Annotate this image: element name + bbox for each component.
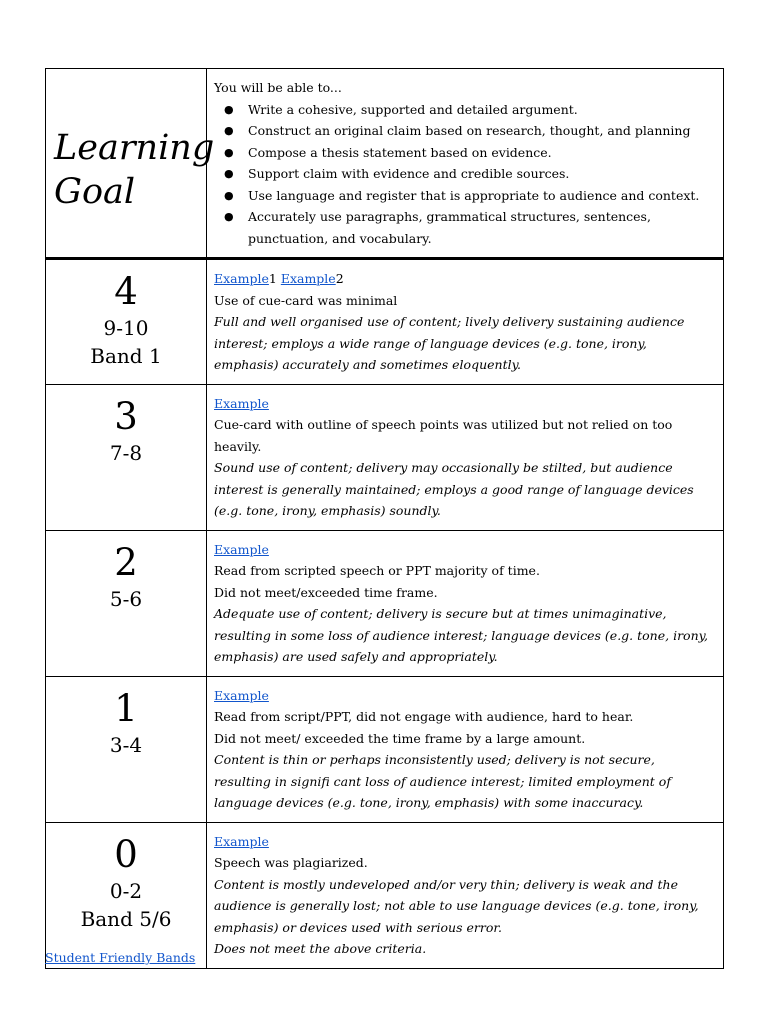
score-band: Band 1 (90, 344, 162, 368)
learning-goal-item: ● Write a cohesive, supported and detailed argument. (248, 99, 717, 121)
learning-goal-item: ● Compose a thesis statement based on evidence. (248, 142, 717, 164)
description-cell (207, 384, 724, 530)
learning-goal-content-cell (207, 69, 724, 259)
learning-goal-item: ● Accurately use paragraphs, grammatical structures, sentences, punctuation, and vocabulary. (248, 206, 717, 249)
score-range: 5-6 (109, 586, 143, 611)
score-range: 3-4 (109, 732, 143, 757)
learning-goal-title-cell (46, 69, 215, 259)
example-link[interactable]: Example (214, 395, 269, 411)
learning-goal-title-line1: Learning (54, 128, 215, 168)
example-link[interactable]: Example (280, 271, 336, 286)
score-cell (46, 822, 207, 968)
criteria-text: Use of cue-card was minimal (214, 292, 398, 308)
level-row-3 (46, 384, 724, 530)
score-range: 7-8 (109, 440, 143, 465)
level-row-0 (46, 822, 724, 968)
learning-goal-title-line2: Goal (54, 172, 136, 212)
criteria-description: Full and well organised use of content; lively delivery sustaining audience interest; employs a wide range of language devices (e.g. tone, irony, emphasis) accurately and sometimes eloquently. (214, 314, 685, 372)
learning-goal-row (46, 69, 724, 259)
criteria-text: Read from scripted speech or PPT majority of time. (214, 563, 540, 578)
criteria-text: Cue-card with outline of speech points was utilized but not relied on too heavily. (214, 417, 673, 454)
description-cell (207, 530, 724, 676)
score-range: 0-2 (109, 878, 143, 903)
score-cell (46, 676, 207, 822)
score-number: 1 (114, 686, 138, 730)
example-link[interactable]: Example (214, 541, 269, 557)
rubric-table (45, 68, 724, 969)
learning-goal-item: ● Use language and register that is appropriate to audience and context. (248, 185, 717, 207)
level-row-1 (46, 676, 724, 822)
criteria-description: Content is mostly undeveloped and/or very thin; delivery is weak and the audience is generally lost; not able to use language devices (e.g. tone, irony, emphasis) or devices used with serious error. (214, 876, 699, 935)
learning-goal-title (46, 69, 215, 214)
example-link[interactable]: Example (214, 833, 269, 849)
score-band: Band 5/6 (80, 906, 172, 931)
level-row-2 (46, 530, 724, 676)
criteria-text: Did not meet/exceeded time frame. (214, 584, 438, 600)
learning-goal-item: ● Construct an original claim based on research, thought, and planning (248, 120, 717, 142)
score-range: 9-10 (103, 316, 149, 340)
example-link-suffix: 2 (335, 271, 344, 286)
criteria-text: Did not meet/ exceeded the time frame by a large amount. (214, 730, 586, 746)
example-link[interactable]: Example (214, 687, 269, 703)
example-link[interactable]: Example (214, 271, 269, 286)
learning-goal-item: ● Support claim with evidence and credible sources. (248, 163, 717, 185)
score-number: 2 (114, 540, 138, 584)
student-friendly-bands-link[interactable]: Student Friendly Bands (45, 950, 196, 965)
score-cell (46, 530, 207, 676)
description-cell (207, 259, 724, 385)
criteria-description: Content is thin or perhaps inconsistently used; delivery is not secure, resulting in signifi cant loss of audience interest; limited employment of language devices (e.g. tone, irony, emphasis) with some inaccuracy. (214, 752, 671, 810)
score-cell (46, 384, 207, 530)
score-number: 0 (114, 832, 138, 876)
criteria-text: Read from script/PPT, did not engage with audience, hard to hear. (214, 709, 634, 724)
learning-goal-list (214, 99, 717, 250)
learning-goal-intro: You will be able to... (214, 80, 342, 95)
score-cell (46, 259, 207, 385)
example-links (214, 268, 715, 290)
criteria-text: Speech was plagiarized. (214, 855, 368, 870)
criteria-description: Sound use of content; delivery may occasionally be stilted, but audience interest is generally maintained; employs a good range of language devices (e.g. tone, irony, emphasis) soundly. (214, 460, 694, 518)
criteria-description: Adequate use of content; delivery is secure but at times unimaginative, resulting in some loss of audience interest; language devices (e.g. tone, irony, emphasis) are used safely and appropriately. (214, 606, 708, 664)
description-cell (207, 822, 724, 968)
score-number: 4 (114, 270, 138, 313)
score-number: 3 (114, 394, 138, 438)
criteria-description: Does not meet the above criteria. (214, 941, 427, 956)
level-row-4 (46, 259, 724, 385)
example-link-suffix: 1 (268, 271, 281, 286)
description-cell (207, 676, 724, 822)
